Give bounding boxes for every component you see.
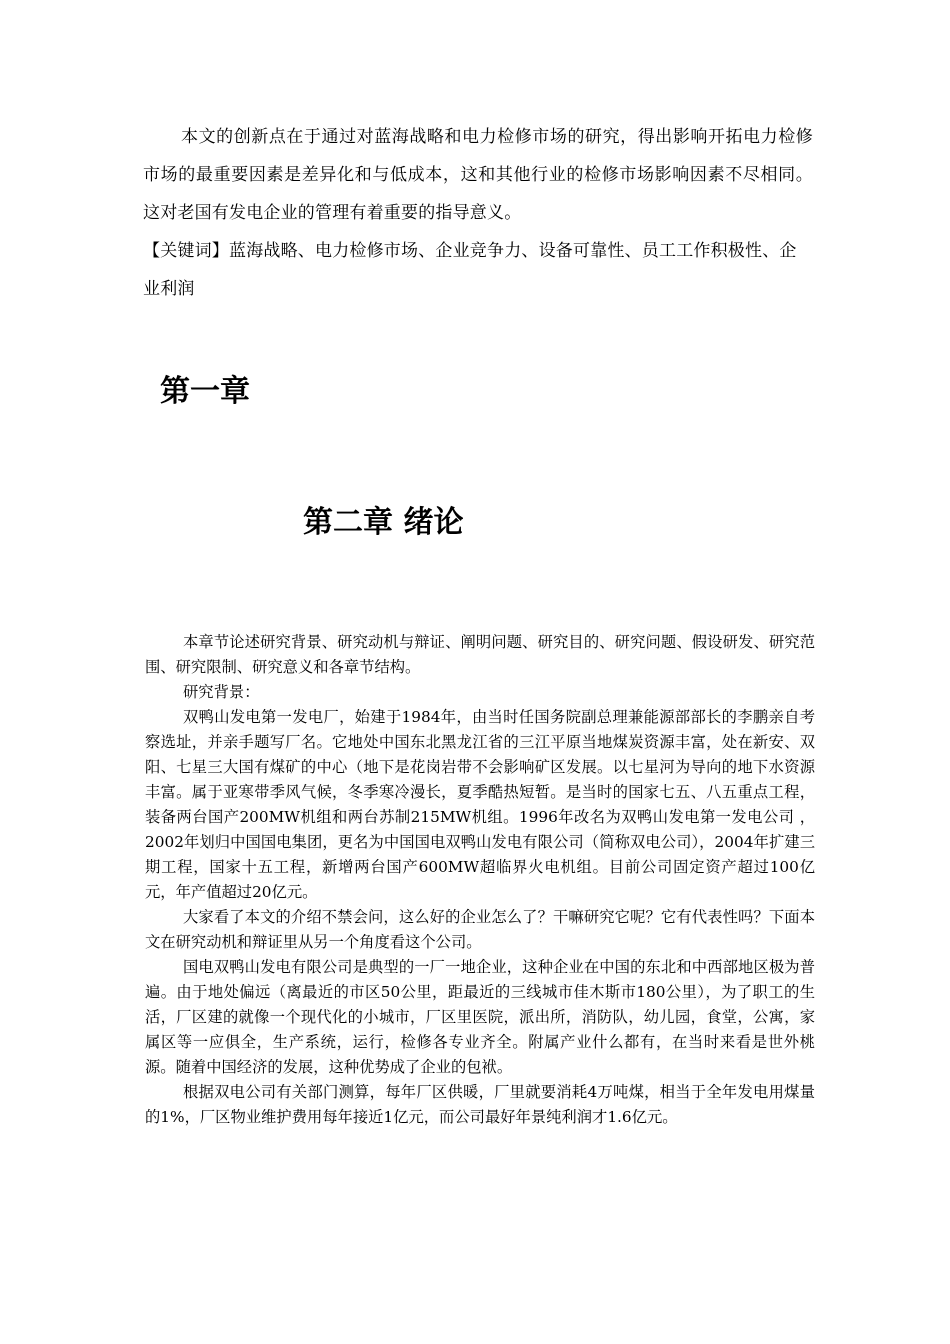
- chapter-two-body: [145, 630, 815, 1130]
- chapter-one-heading: 第一章: [160, 374, 250, 409]
- chapter-two-heading: 第二章 绪论: [303, 505, 464, 540]
- enterprise-paragraph: 国电双鸭山发电有限公司是典型的一厂一地企业，这种企业在中国的东北和中西部地区极为普遍。由于地处偏远（离最近的市区50公里，距最近的三线城市佳木斯市180公里），为了职工的生活，厂区建的就像一个现代化的小城市，厂区里医院，派出所，消防队，幼儿园，食堂，公寓，家属区等一应俱全，生产系统，运行，检修各专业齐全。附属产业什么都有，在当时来看是世外桃源。随着中国经济的发展，这种优势成了企业的包袱。: [145, 958, 815, 1076]
- abstract-section: [143, 118, 813, 308]
- intro-paragraph: 本章节论述研究背景、研究动机与辩证、阐明问题、研究目的、研究问题、假设研发、研究范围、研究限制、研究意义和各章节结构。: [145, 633, 815, 676]
- background-label: 研究背景：: [183, 683, 260, 701]
- history-paragraph: 双鸭山发电第一发电厂，始建于1984年，由当时任国务院副总理兼能源部部长的李鹏亲自考察选址，并亲手题写厂名。它地处中国东北黑龙江省的三江平原当地煤炭资源丰富，处在新安、双阳、七星三大国有煤矿的中心（地下是花岗岩带不会影响矿区发展。以七星河为导向的地下水资源丰富。属于亚寒带季风气候，冬季寒冷漫长，夏季酷热短暂。是当时的国家七五、八五重点工程，装备两台国产200MW机组和两台苏制215MW机组。1996年改名为双鸭山发电第一发电公司 ，2002年划归中国国电集团，更名为中国国电双鸭山发电有限公司（简称双电公司），2004年扩建三期工程，国家十五工程，新增两台国产600MW超临界火电机组。目前公司固定资产超过100亿元，年产值超过20亿元。: [145, 708, 815, 901]
- cost-paragraph: 根据双电公司有关部门测算，每年厂区供暖，厂里就要消耗4万吨煤，相当于全年发电用煤量的1%，厂区物业维护费用每年接近1亿元，而公司最好年景纯利润才1.6亿元。: [145, 1083, 815, 1126]
- abstract-paragraph: 本文的创新点在于通过对蓝海战略和电力检修市场的研究，得出影响开拓电力检修市场的最重要因素是差异化和与低成本，这和其他行业的检修市场影响因素不尽相同。这对老国有发电企业的管理有着重要的指导意义。: [143, 127, 813, 223]
- question-paragraph: 大家看了本文的介绍不禁会问，这么好的企业怎么了？干嘛研究它呢？它有代表性吗？下面本文在研究动机和辩证里从另一个角度看这个公司。: [145, 908, 815, 951]
- keywords-line: 【关键词】蓝海战略、电力检修市场、企业竞争力、设备可靠性、员工工作积极性、企业利润: [143, 241, 797, 299]
